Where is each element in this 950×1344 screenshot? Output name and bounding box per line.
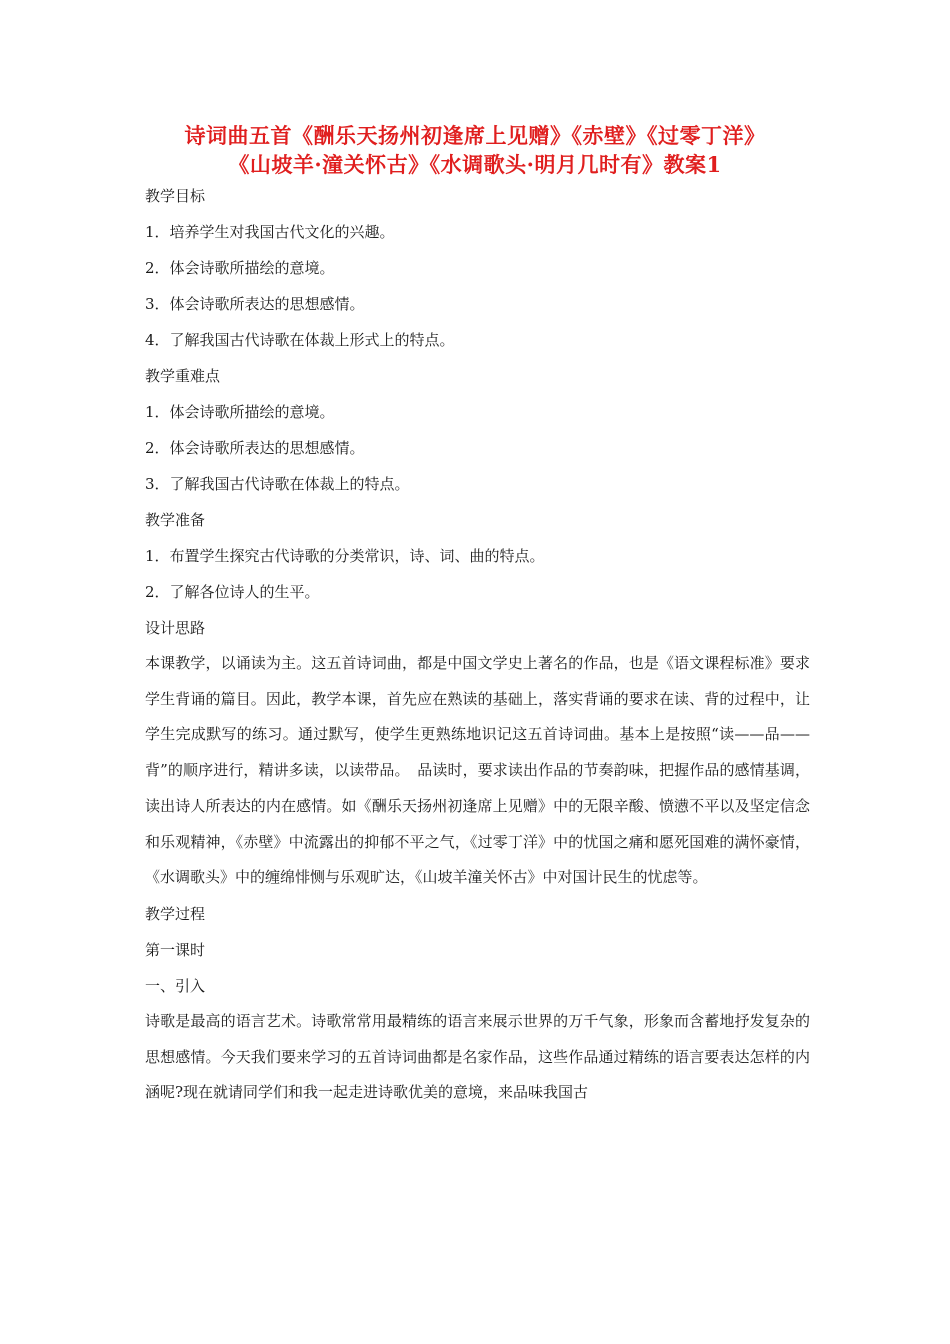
objective-item: 3．体会诗歌所表达的思想感情。 (145, 295, 365, 313)
intro-paragraph: 诗歌是最高的语言艺术。诗歌常常用最精练的语言来展示世界的万千气象，形象而含蓄地抒发复杂的思想感情。今天我们要来学习的五首诗词曲都是名家作品，这些作品通过精练的语言要表达怎样的内涵呢?现在就请同学们和我一起走进诗歌优美的意境，来品味我国古 (145, 1011, 810, 1102)
lesson-heading: 第一课时 (145, 940, 206, 959)
objectives-heading: 教学目标 (145, 187, 206, 205)
key-point-item: 1．体会诗歌所描绘的意境。 (145, 403, 335, 421)
key-point-item: 3．了解我国古代诗歌在体裁上的特点。 (145, 475, 410, 493)
design-paragraph: 本课教学，以诵读为主。这五首诗词曲，都是中国文学史上著名的作品，也是《语文课程标准》要求学生背诵的篇目。因此，教学本课，首先应在熟读的基础上，落实背诵的要求在读、背的过程中，让学生完成默写的练习。通过默写，使学生更熟练地识记这五首诗词曲。基本上是按照“读——品——背”的顺序进行，精讲多读，以读带品。 品读时，要求读出作品的节奏韵味，把握作品的感情基调，读出诗人所表达的内在感情。如《酬乐天扬州初逢席上见赠》中的无限辛酸、愤懑不平以及坚定信念和乐观精神，《赤壁》中流露出的抑郁不平之气，《过零丁洋》中的忧国之痛和愿死国难的满怀豪情，《水调歌头》中的缠绵悱恻与乐观旷达，《山坡羊潼关怀古》中对国计民生的忧虑等。 (145, 654, 810, 887)
process-heading: 教学过程 (145, 904, 206, 923)
objective-item: 1．培养学生对我国古代文化的兴趣。 (145, 223, 395, 241)
document-title (120, 121, 830, 179)
title-line-1: 诗词曲五首《酬乐天扬州初逢席上见赠》《赤壁》《过零丁洋》 (184, 123, 766, 148)
document-body (145, 178, 810, 1111)
intro-heading: 一、引入 (145, 976, 206, 995)
key-point-item: 2．体会诗歌所表达的思想感情。 (145, 439, 365, 457)
objective-item: 2．体会诗歌所描绘的意境。 (145, 259, 335, 277)
preparation-item: 1．布置学生探究古代诗歌的分类常识，诗、词、曲的特点。 (145, 547, 545, 565)
key-points-heading: 教学重难点 (145, 367, 221, 385)
title-line-2: 《山坡羊·潼关怀古》《水调歌头·明月几时有》教案1 (228, 152, 722, 177)
preparation-item: 2．了解各位诗人的生平。 (145, 583, 320, 601)
preparation-heading: 教学准备 (145, 511, 206, 529)
objective-item: 4．了解我国古代诗歌在体裁上形式上的特点。 (145, 331, 455, 349)
design-heading: 设计思路 (145, 619, 206, 637)
